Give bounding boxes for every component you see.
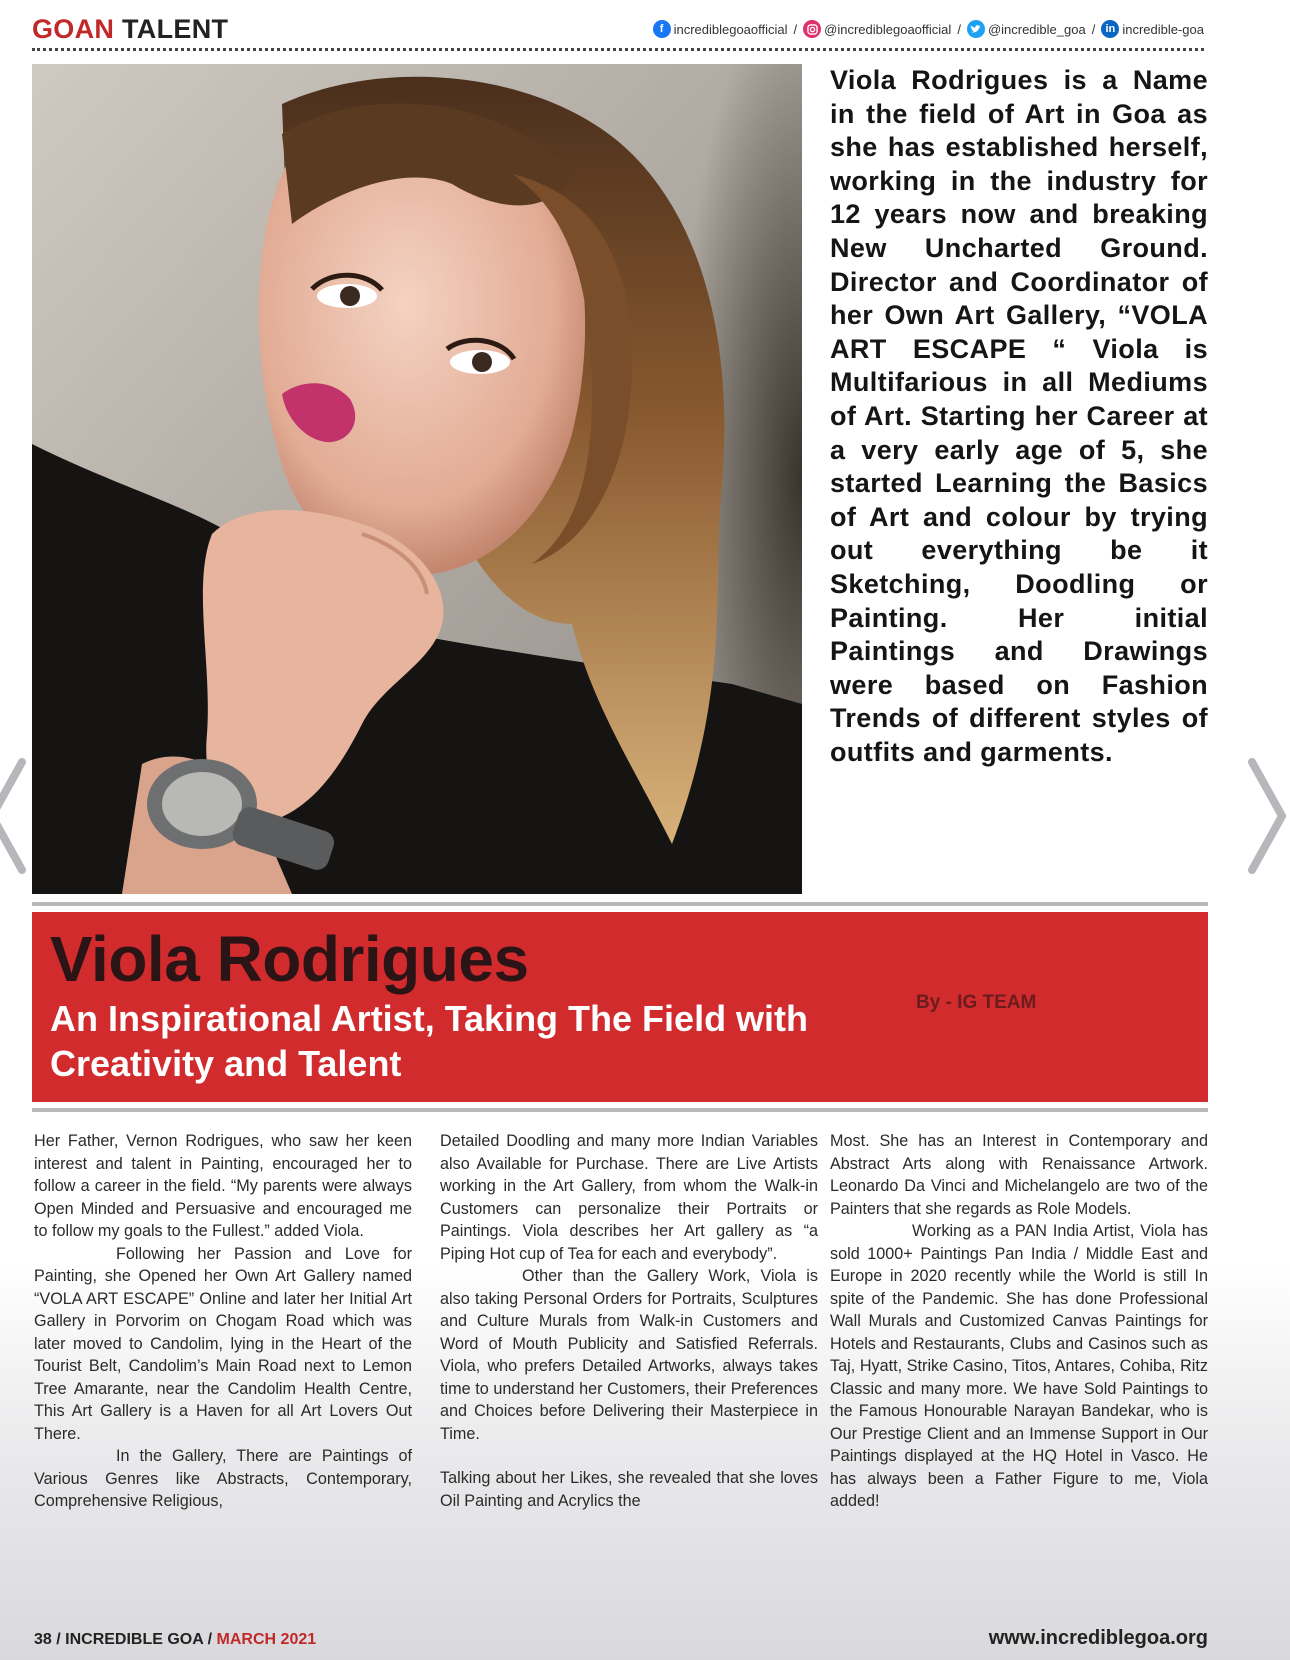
social-instagram [803,20,951,38]
article-column-2 [440,1130,818,1512]
artist-portrait-photo [32,64,802,894]
social-handle: @incredible_goa [987,21,1086,37]
column-paragraph: Her Father, Vernon Rodrigues, who saw her keen interest and talent in Painting, encouraged her to follow a career in the field. “My parents were always Open Minded and Persuasive and encouraged me to follow my goals to the Fullest.” added Viola. [34,1132,412,1240]
social-handles [653,20,1204,38]
twitter-icon [967,20,985,38]
column-paragraph: Working as a PAN India Artist, Viola has sold 1000+ Paintings Pan India / Middle East and Europe in 2020 recently while the World is still In spite of the Pandemic. She has done Professional Wall Murals and Customized Canvas Paintings for Hotels and Restaurants, Clubs and Casinos such as Taj, Hyatt, Strike Casino, Titos, Antares, Cohiba, Ritz Classic and many more. We have Sold Paintings to the Famous Honourable Narayan Bandekar, who is Our Prestige Client and an Immense Support in Our Paintings displayed at the HQ Hotel in Vasco. He has always been a Father Figure to me, Viola added! [830,1222,1208,1510]
column-paragraph: Most. She has an Interest in Contemporary and Abstract Arts along with Renaissance Artwork. Leonardo Da Vinci and Michelangelo are two of the Painters that she regards as Role Models. [830,1132,1208,1218]
page-number: 38 / INCREDIBLE GOA / [34,1631,217,1648]
social-handle: incrediblegoaofficial [673,21,788,37]
column-paragraph: Talking about her Likes, she revealed that she loves Oil Painting and Acrylics the [440,1469,818,1510]
social-twitter [967,20,1086,38]
facebook-icon: f [653,20,671,38]
section-title [32,14,228,45]
column-paragraph: In the Gallery, There are Paintings of Various Genres like Abstracts, Contemporary, Comprehensive Religious, [34,1447,412,1510]
social-handle: incredible-goa [1122,21,1204,37]
byline: By - IG TEAM [916,992,1037,1013]
page-footer-left [34,1631,316,1649]
next-page-button[interactable] [1246,756,1290,876]
banner-rule-top [32,902,1208,906]
previous-page-button[interactable] [0,756,28,876]
article-column-1 [34,1130,412,1513]
social-handle: @incrediblegoaofficial [824,21,952,37]
column-paragraph: Following her Passion and Love for Painting, she Opened her Own Art Gallery named “VOLA ART ESCAPE” Online and later her Initial Art Gallery in Porvorim on Chogam Road which was later moved to Candolim, lying in the Heart of the Tourist Belt, Candolim’s Main Road next to Lemon Tree Amarante, near the Candolim Health Centre, This Art Gallery is a Haven for all Art Lovers Out There. [34,1244,412,1443]
separator: / [1091,21,1096,37]
column-paragraph: Other than the Gallery Work, Viola is also taking Personal Orders for Portraits, Sculptures and Culture Murals from Walk-in Customers and Word of Mouth Publicity and Satisfied Referrals. Viola, who prefers Detailed Artworks, always takes time to understand her Customers, their Preferences and Choices before Delivering their Masterpiece in Time. [440,1267,818,1443]
section-title-goan: GOAN [32,14,115,44]
instagram-icon [803,20,821,38]
intro-paragraph: Viola Rodrigues is a Name in the field of Art in Goa as she has established herself, working in the industry for 12 years now and breaking New Uncharted Ground. Director and Coordinator of her Own Art Gallery, “VOLA ART ESCAPE “ Viola is Multifarious in all Mediums of Art. Starting her Career at a very early age of 5, she started Learning the Basics of Art and colour by trying out everything be it Sketching, Doodling or Painting. Her initial Paintings and Drawings were based on Fashion Trends of different styles of outfits and garments. [830,65,1208,767]
separator: / [957,21,961,37]
linkedin-icon: in [1101,20,1119,38]
website-link[interactable]: www.incrediblegoa.org [988,1627,1208,1649]
section-title-talent: TALENT [114,14,229,44]
issue-month: MARCH 2021 [216,1631,317,1648]
page-header [32,14,1204,52]
column-paragraph: Detailed Doodling and many more Indian Variables also Available for Purchase. There are Live Artists working in the Art Gallery, from whom the Walk-in Customers can personalize their Portraits or Paintings. Viola describes her Art gallery as “a Piping Hot cup of Tea for each and everybody”. [440,1132,818,1263]
header-dotted-rule [32,48,1204,51]
social-facebook [653,20,788,38]
chevron-left-icon [0,756,28,876]
separator: / [793,21,798,37]
banner-rule-bottom [32,1108,1208,1112]
chevron-right-icon [1246,756,1290,876]
article-title: Viola Rodrigues [50,923,529,995]
article-column-3 [830,1130,1208,1513]
article-subtitle: An Inspirational Artist, Taking The Field with Creativity and Talent [50,998,809,1084]
social-linkedin [1101,20,1204,38]
title-banner [32,912,1208,1102]
